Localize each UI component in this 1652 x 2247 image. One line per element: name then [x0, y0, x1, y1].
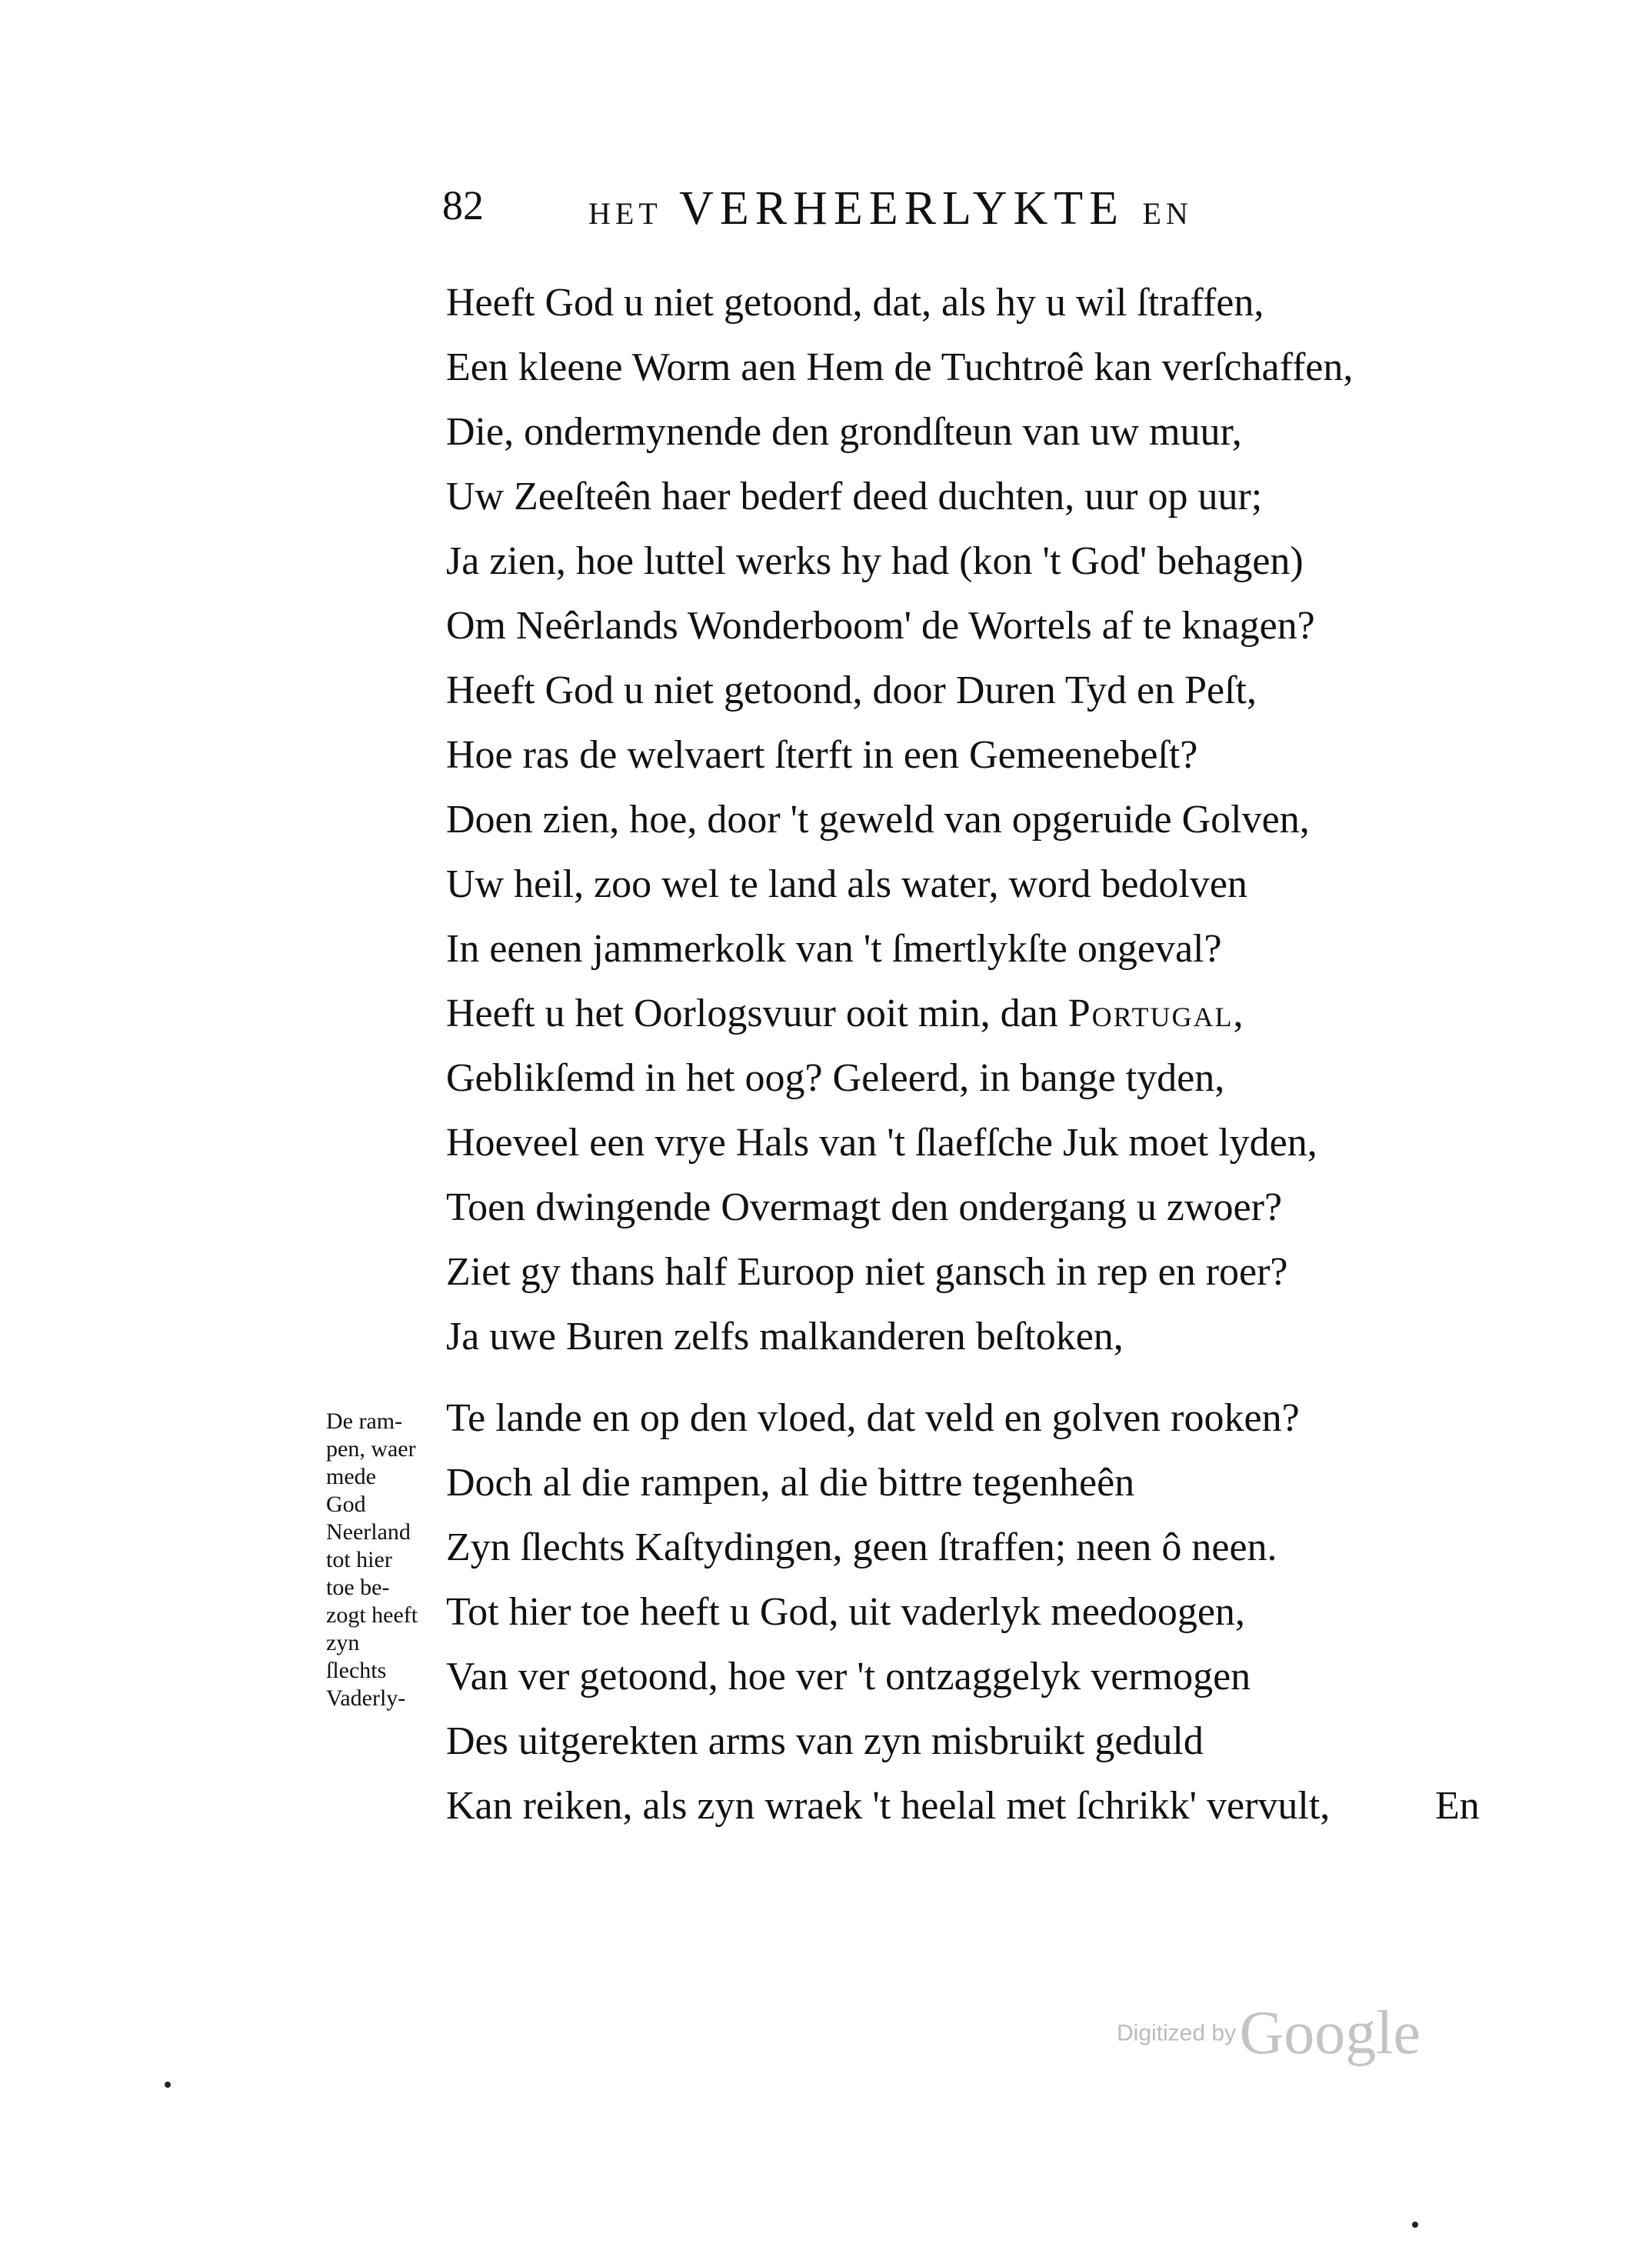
title-main: VERHEERLYKTE — [679, 182, 1124, 235]
marginal-line: pen, waer — [326, 1436, 416, 1462]
verse-line: Des uitgerekten arms van zyn misbruikt geduld — [446, 1719, 1204, 1763]
verse-line: Heeft God u niet getoond, dat, als hy u wil ſtraffen, — [446, 281, 1264, 325]
marginal-line: toe be- — [326, 1575, 390, 1600]
portugal-word: Portugal — [1067, 992, 1234, 1035]
verse-line: Die, ondermynende den grondſteun van uw muur, — [446, 410, 1242, 454]
marginal-line: ſlechts — [326, 1658, 387, 1683]
verse-line: Toen dwingende Overmagt den ondergang u zwoer? — [446, 1185, 1283, 1229]
verse-line: Een kleene Worm aen Hem de Tuchtroê kan verſchaffen, — [446, 345, 1354, 389]
speck-mark — [165, 2082, 171, 2088]
marginal-line: mede — [326, 1464, 376, 1489]
verse-body — [446, 271, 1523, 1839]
marginal-line: zyn — [326, 1630, 360, 1655]
verse-line: Van ver getoond, hoe ver 't ontzaggelyk vermogen — [446, 1655, 1251, 1699]
portugal-trail: , — [1233, 992, 1244, 1035]
verse-line: Om Neêrlands Wonderboom' de Wortels af te knagen? — [446, 604, 1315, 648]
verse-line: Geblikſemd in het oog? Geleerd, in bange tyden, — [446, 1056, 1225, 1100]
marginal-note — [326, 1408, 449, 1712]
verse-line: Doch al die rampen, al die bittre tegenheên — [446, 1461, 1135, 1505]
running-head — [442, 182, 1365, 243]
title-suffix: EN — [1142, 196, 1193, 231]
marginal-line: Neerland — [326, 1519, 411, 1545]
verse-line: Tot hier toe heeft u God, uit vaderlyk meedoogen, — [446, 1590, 1245, 1634]
verse-line: Hoeveel een vrye Hals van 't ſlaefſche Juk moet lyden, — [446, 1121, 1317, 1165]
verse-line: Ziet gy thans half Euroop niet gansch in rep en roer? — [446, 1250, 1288, 1294]
watermark-prefix: Digitized by — [1117, 2020, 1237, 2046]
google-logo: Google — [1239, 1999, 1421, 2067]
marginal-line: zogt heeft — [326, 1602, 418, 1628]
verse-line: Ja uwe Buren zelfs malkanderen beſtoken, — [446, 1315, 1124, 1359]
verse-line: Zyn ſlechts Kaſtydingen, geen ſtraffen; neen ô neen. — [446, 1525, 1277, 1569]
marginal-line: God — [326, 1492, 366, 1517]
verse-line: Uw Zeeſteên haer bederf deed duchten, uur op uur; — [446, 475, 1263, 518]
marginal-line: De ram- — [326, 1409, 403, 1434]
speck-mark — [1412, 2222, 1418, 2228]
marginal-line: Vaderly- — [326, 1685, 406, 1711]
verse-line: Te lande en op den vloed, dat veld en golven rooken? — [446, 1396, 1300, 1440]
catchword: En — [1435, 1784, 1480, 1828]
running-title — [588, 182, 1193, 236]
marginal-line: tot hier — [326, 1547, 392, 1572]
verse-line: Uw heil, zoo wel te land als water, word bedolven — [446, 862, 1247, 906]
verse-line: Ja zien, hoe luttel werks hy had (kon 't God' behagen) — [446, 539, 1304, 583]
verse-line: Heeft God u niet getoond, door Duren Tyd en Peſt, — [446, 668, 1257, 712]
verse-line: Doen zien, hoe, door 't geweld van opgeruide Golven, — [446, 798, 1310, 842]
verse-line: In eenen jammerkolk van 't ſmertlykſte ongeval? — [446, 927, 1222, 971]
title-prefix: HET — [588, 196, 662, 231]
verse-text: Heeft u het Oorlogsvuur ooit min, dan — [446, 992, 1058, 1035]
verse-line-portugal — [446, 982, 1523, 1046]
verse-line: Kan reiken, als zyn wraek 't heelal met ſchrikk' vervult, — [446, 1784, 1331, 1828]
verse-line: Hoe ras de welvaert ſterft in een Gemeenebeſt? — [446, 733, 1198, 777]
digitized-watermark — [1117, 1999, 1421, 2069]
page-number: 82 — [442, 182, 484, 228]
